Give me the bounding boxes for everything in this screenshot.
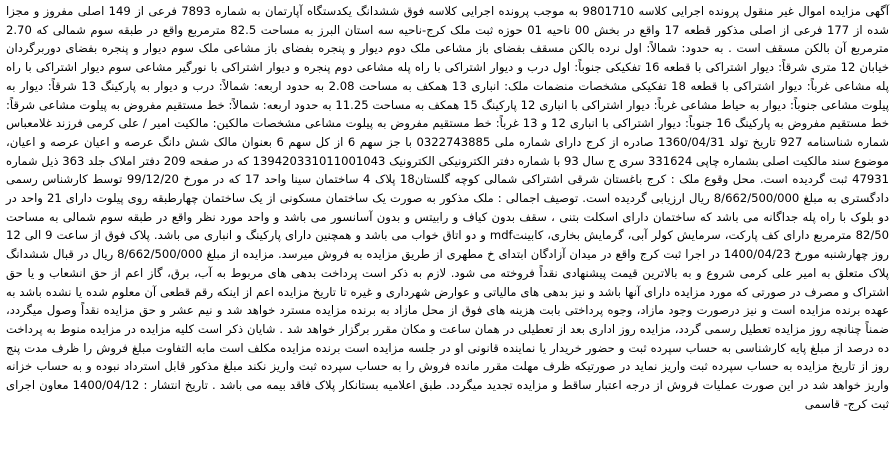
notice-footer: تاریخ انتشار : 1400/04/12 معاون اجرای ثبت کرج- قاسمی: [6, 378, 889, 411]
notice-body: آگهی مزایده اموال غیر منقول پرونده اجرایی کلاسه 9801710 به موجب پرونده اجرایی کلاسه فوق ششدانگ یکدستگاه آپارتمان به شماره 7893 فرعی از 149 اصلی مفروز و مجزا شده از 177 فرعی از اصلی مذکور قطعه 17 واقع در بخش 00 ناحیه 01 حوزه ثبت ملک کرج-ناحیه سه استان البرز به مساحت 82.5 مترمربع واقع در طبقه سوم شمالی که 2.70 مترمربع آن بالکن مسقف است . به حدود: شمالاً: اول نرده بالکن مسقف بفضای باز مشاعی ملک دوم دیوار و پنجره بفضای باز مشاعی ملک سوم دیوار و پنجره بفضای دوربرگردان خیابان 12 متری شرقاً: دیوار اشتراکی با قطعه 16 تفکیکی جنوباً: اول درب و دیوار اشتراکی با راه پله مشاعی دوم پنجره و دیوار اشتراکی با نورگیر مشاعی سوم دیوار اشتراکی با راه پله مشاعی غرباً: دیوار اشتراکی با قطعه 18 تفکیکی مشخصات منضمات ملک: انباری 13 همکف به مساحت 2.08 به حدود اربعه: شمالاً: درب و دیوار به پارکینگ 13 شرقاً: دیوار به پیلوت مشاعی جنوباً: دیوار به حیاط مشاعی غرباً: دیوار اشتراکی با انباری 12 پارکینگ 15 همکف به مساحت 11.25 به حدود اربعه: شمالاً: خط مستقیم مفروض به پیلوت مشاعی شرقاً: خط مستقیم مفروض به پارکینگ 16 جنوباً: دیوار اشتراکی با انباری 12 و 13 غرباً: خط مستقیم مفروض به پیلوت مشاعی مشخصات مالکین: مالکیت امیر / علی کرمی فرزند غلامعباس شماره شناسنامه 927 تاریخ تولد 1360/04/31 صادره از کرج دارای شماره ملی 0322743885 با جز سهم 6 از کل سهم 6 بعنوان مالک شش دانگ عرصه و اعیان عرصه و اعیان، موضوع سند مالکیت اصلی بشماره چاپی 331624 سری ج سال 93 با شماره دفتر الکترونیکی الکترونیک 139420331011001043 که در صفحه 209 دفتر املاک جلد 363 ذیل شماره 47931 ثبت گردیده است. محل وقوع ملک : کرج باغستان شرقی اشتراکی شمالی کوچه گلستان18 پلاک 4 ساختمان سینا واحد 17 که در مورخ 99/12/20 توسط کارشناس رسمی دادگستری به مبلغ 8/662/500/000 ریال ارزیابی گردیده است. توصیف اجمالی : ملک مذکور به صورت یک ساختمان مسکونی از یک ساختمان چهارطبقه روی پیلوت دارای 21 واحد در دو بلوک با راه پله جداگانه می باشد که ساختمان دارای اسکلت بتنی ، سقف بدون کیاف و رابیتس و بدون آسانسور می باشد و واحد مورد نظر واقع در طبقه سوم شمالی به مساحت 82/50 مترمربع دارای کف پارکت، سرمایش کولر آبی، گرمایش بخاری، کابینتmdf و دو اتاق خواب می باشد و همچنین دارای پارکینگ و انباری می باشد. پلاک فوق از ساعت 9 الی 12 روز چهارشنبه مورخ 1400/04/23 در اجرا ثبت کرج واقع در میدان آزادگان ابتدای خ مطهری از طریق مزایده به فروش میرسد. مزایده از مبلغ 8/662/500/000 ریال در قبال ششدانگ پلاک متعلق به امیر علی کرمی شروع و به بالاترین قیمت پیشنهادی نقداً فروخته می شود. لازم به ذکر است پرداخت بدهی های مربوط به آب، برق، گاز اعم از حق انشعاب و یا حق اشتراک و مصرف در صورتی که مورد مزایده دارای آنها باشد و نیز بدهی های مالیاتی و عوارض شهرداری و غیره تا تاریخ مزایده اعم از اینکه رقم قطعی آن معلوم شده یا نشده باشد به عهده برنده مزایده است و نیز درصورت وجود مازاد، وجوه پرداختی بابت هزینه های فوق از محل مازاد به برنده مزایده مسترد خواهد شد و نیم عشر و حق مزایده نقداً وصول میگردد، ضمناً چنانچه روز مزایده تعطیل رسمی گردد، مزایده روز اداری بعد از تعطیلی در همان ساعت و مکان مقرر برگزار خواهد شد . شایان ذکر است کلیه مزایده در مزایده منوط به پرداخت ده درصد از مبلغ پایه کارشناسی به حساب سپرده ثبت و حضور خریدار یا نماینده قانونی او در جلسه مزایده است برنده مزایده مکلف است مابه التفاوت مبلغ فروش را ظرف مدت پنج روز از تاریخ مزایده به حساب سپرده ثبت واریز نماید در صورتیکه ظرف مهلت مقرر مانده فروش را به حساب سپرده ثبت واریز نکند مبلغ مذکور قابل استرداد نبوده و به حساب خزانه واریز خواهد شد در این صورت عملیات فروش از درجه اعتبار ساقط و مزایده تجدید میگردد. طبق اعلامیه بستانکار پلاک فاقد بیمه می باشد .: [6, 4, 890, 393]
